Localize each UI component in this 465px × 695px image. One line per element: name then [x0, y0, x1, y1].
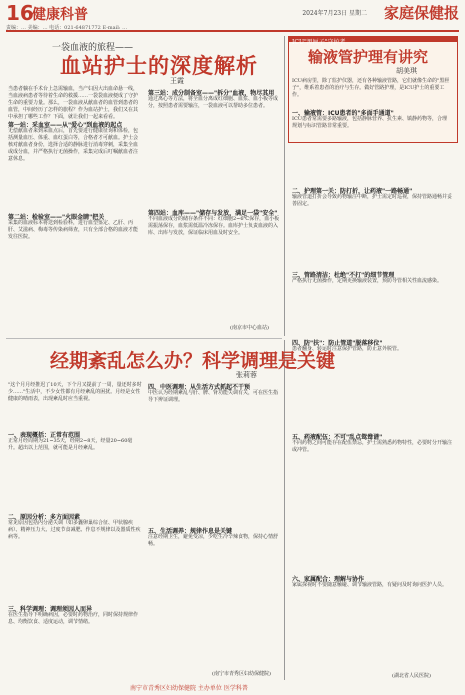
article3-heading-3: 三、科学调理：调理须因人而异 — [8, 606, 93, 613]
article2-text-3: 严格执行无菌操作，定期更换输液装置，预防导管相关性血流感染。 — [292, 278, 443, 284]
article1-heading-4: 第四站：血库——"储存与发放，满足一袋"安全" — [148, 210, 278, 217]
masthead — [6, 2, 459, 26]
article3-text-4: 中医认为经期紊乱与肝、脾、肾功能失调有关，可在医生指导下辨证调理。 — [148, 390, 279, 403]
article3-text-2: 常见原因包括内分泌失调（如多囊卵巢综合征、甲状腺疾病）、精神压力大、过度节食减肥、作息不规律以及器质性疾病等。 — [8, 520, 141, 540]
article1-text-2: 采集的血液标本将送到检验科，进行血型鉴定、乙肝、丙肝、艾滋病、梅毒等传染病筛查，只有全部合格的血液才能发往医院。 — [8, 220, 139, 240]
article3-text-5: 注意经期卫生，避免受凉，少吃生冷辛辣食物，保持心情舒畅。 — [148, 534, 279, 547]
article3-text-1: 正常月经周期为21~35天，经期2~8天，经量20~60毫升。超出以上范围，就可能是月经紊乱。 — [8, 438, 133, 451]
article2-text-5: 不同药物之间可能存在配伍禁忌，护士需熟悉药物特性，必要时分开输注或冲管。 — [292, 440, 453, 453]
article1-kicker: 一袋血液的旅程—— — [52, 43, 134, 53]
paper-name: 家庭保健报 — [383, 4, 459, 22]
article3-text-3: 在医生指导下明确病因，必要时药物治疗，同时保持规律作息、均衡饮食、适度运动，调节情绪。 — [8, 612, 139, 625]
article1-intro: 当患者躺在手术台上急需输血，当产妇因大出血命悬一线，当血液病患者等待着生命的救援……一袋袋血液便成了守护生命的重要力量。那么，一袋血液从献血者的血管到患者的血管，中间经历了怎样的旅程？作为血站护士，我们又在其中承担了哪些工作？下面，就让我们一起来看看。 — [8, 86, 139, 120]
article2-title: 输液管护理有讲究 — [308, 48, 429, 66]
article3-heading-1: 一、表现概括：正常有范围 — [8, 432, 81, 439]
article-divider — [6, 338, 282, 339]
article1-heading-1: 第一站：采血室——从"爱心"到血液的起点 — [8, 122, 123, 129]
page-number: 16 — [6, 1, 34, 25]
article2-heading-2: 二、护理第一关：防打折，让药液"一路畅通" — [292, 188, 413, 195]
article2-text-2: 输液管道打折会导致药物输注中断，护士需定时巡视，保持管路通畅并妥善固定。 — [292, 194, 453, 207]
article2-intro: ICU病房里，除了监护仪器，还有各种输液管路，它们就像生命的"黑匣子"，维系着患者的治疗与生存。做好管路护理，是ICU护士的重要工作。 — [292, 78, 450, 98]
article3-intro: "这个月月经推迟了10天，下个月又提前了一周，量还时多时少……"生活中，不少女性都有月经紊乱的困扰。月经是女性健康的晴雨表，出现紊乱时应当重视。 — [8, 382, 142, 402]
article2-text-4: 患者翻身、转运时注意保护管路，防止意外脱管。 — [292, 346, 403, 352]
article1-heading-3: 第三站：成分制备室——"拆分"血液，物尽其用 — [148, 90, 275, 97]
article2-heading-3: 三、管路清洁：杜绝"不打"的细节管理 — [292, 272, 395, 279]
article3-signature: (南宁市青秀区妇幼保健院) — [212, 671, 271, 677]
article2-author: 胡美琪 — [396, 67, 417, 75]
article3-heading-5: 五、生活调养：规律作息是关键 — [148, 528, 233, 535]
article2-heading-4: 四、防"扶"：防止管道"脱落移位" — [292, 340, 383, 347]
article1-author: 王霞 — [170, 77, 184, 85]
footer-line: 南宁市青秀区妇幼保健院 主办单位 医学科普 — [130, 685, 248, 692]
header-rule — [6, 30, 459, 32]
editor-line: 责编：… 美编：… 电话：021-64871772 E-mail: … — [6, 25, 128, 31]
column-divider — [284, 340, 285, 680]
article2-text-6: 家属探视时不要随意触碰、调节输液管路，有疑问及时询问医护人员。 — [292, 582, 448, 588]
article2-heading-6: 六、家属配合：理解与协作 — [292, 576, 365, 583]
article3-heading-4: 四、中医调理：从生活方式抓起不干预 — [148, 384, 251, 391]
article1-text-4: 不同血液成分的储存条件不同：红细胞2~6℃保存，血小板需振荡保存，血浆需低温冷冻保存。血库护士负责血液的入库、出库与发放，保证临床用血及时安全。 — [148, 216, 280, 236]
article2-heading-1: 一、输液管：ICU患者的"多面手通道" — [292, 110, 394, 117]
article3-heading-2: 二、原因分析：多方面因素 — [8, 514, 81, 521]
article2-tag: ICU"黑匣子"守护者 — [292, 39, 346, 46]
column-divider — [284, 36, 285, 336]
article2-text-1: ICU患者常需要多路输液，包括静脉营养、抗生素、镇静药物等，合理规划与标识管路非常重要。 — [292, 116, 448, 129]
date-line: 2024年7月23日 星期二 — [302, 10, 367, 17]
article3-title: 经期紊乱怎么办？科学调理是关键 — [50, 350, 336, 372]
article1-signature: (南京市中心血站) — [230, 325, 269, 331]
article2-signature: (湖北省人民医院) — [392, 673, 431, 679]
article1-text-3: 通过离心等方法，将全血分离成红细胞、血浆、血小板等成分，按照患者需要输注，一袋血液可以帮助多位患者。 — [148, 96, 279, 109]
article1-title: 血站护士的深度解析 — [60, 53, 258, 78]
article1-text-1: 无偿献血者来到采血点后，首先要进行健康征询和体检，包括测量血压、体重、血红蛋白等，合格者才可献血。护士会核对献血者身份，选择合适的静脉进行消毒穿刺，采集全血或成分血，并严格执行无菌操作，采集完成后叮嘱献血者注意休息。 — [8, 128, 139, 162]
article2-heading-5: 五、药液配伍：不可"乱点鸳鸯谱" — [292, 434, 383, 441]
article3-author: 张莉蓉 — [236, 371, 257, 379]
section-title: 健康科普 — [32, 7, 88, 23]
article1-heading-2: 第二站：检验室——"火眼金睛"把关 — [8, 214, 105, 221]
